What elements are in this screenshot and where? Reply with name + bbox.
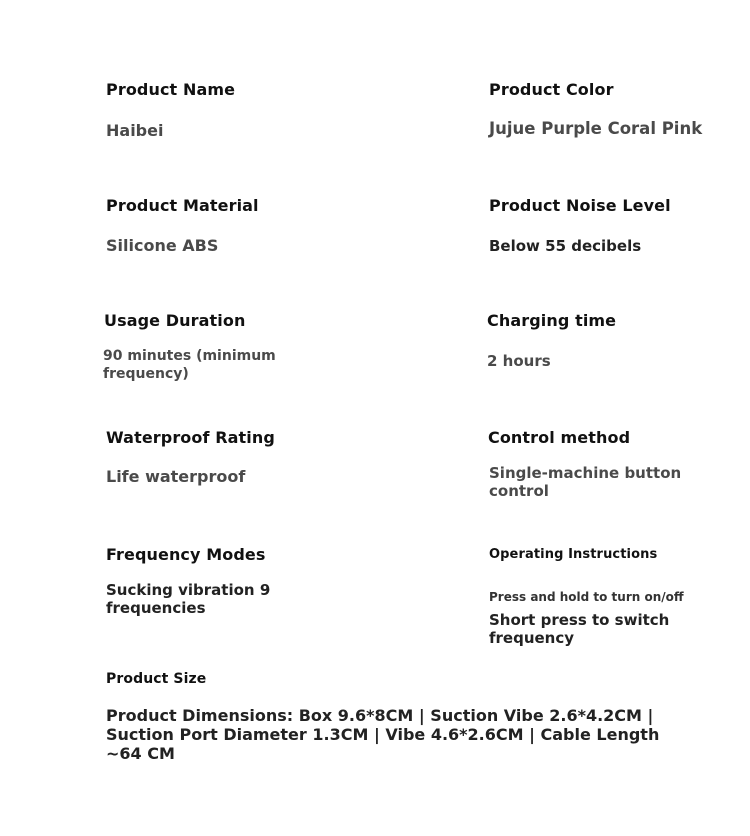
control-method-label: Control method [488,428,631,447]
product-name-label: Product Name [106,80,236,99]
product-material-label: Product Material [106,196,259,215]
operating-instructions-label: Operating Instructions [489,547,658,562]
waterproof-rating-value: Life waterproof [106,467,246,486]
product-name-value: Haibei [106,121,164,140]
operating-instructions-line2: Short press to switch frequency [489,611,670,647]
noise-level-value: Below 55 decibels [489,237,642,255]
operating-instructions-line1: Press and hold to turn on/off [489,590,684,604]
frequency-modes-value: Sucking vibration 9 frequencies [106,581,271,617]
noise-level-label: Product Noise Level [489,196,671,215]
usage-duration-value: 90 minutes (minimum frequency) [103,348,276,382]
control-method-value: Single-machine button control [489,464,682,500]
product-material-value: Silicone ABS [106,236,219,255]
charging-time-label: Charging time [487,311,617,330]
product-color-value: Jujue Purple Coral Pink [489,119,703,138]
waterproof-rating-label: Waterproof Rating [106,428,275,447]
product-size-value: Product Dimensions: Box 9.6*8CM | Suction Vibe 2.6*4.2CM | Suction Port Diameter 1.3CM | Vibe 4.6*2.6CM | Cable Length ~64 CM [106,706,660,763]
charging-time-value: 2 hours [487,352,551,370]
frequency-modes-label: Frequency Modes [106,545,266,564]
usage-duration-label: Usage Duration [104,311,246,330]
product-size-label: Product Size [106,671,207,687]
product-color-label: Product Color [489,80,614,99]
